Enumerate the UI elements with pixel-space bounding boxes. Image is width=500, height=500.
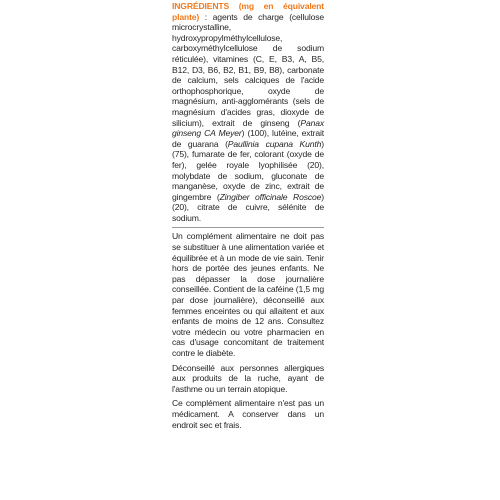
ingredients-text-3: ) (75), fumarate de fer, colorant (oxyde de fer), gelée royale lyophilisée (20), molybdate de sodium, gluconate de manganèse, oxyde de zinc, extrait de gingembre (: [172, 138, 324, 202]
ingredients-heading: INGRÉDIENTS (mg en équivalent plante): [172, 1, 324, 22]
ingredients-paragraph: [172, 1, 324, 223]
warning-paragraph-allergy: Déconseillé aux personnes allergiques aux produits de la ruche, ayant de l'asthme ou un terrain atopique.: [172, 362, 324, 394]
ingredients-text-1: : agents de charge (cellulose microcrystalline, hydroxypropylméthylcellulose, carboxyméthylcellulose de sodium réticulée), vitamines (C, E, B3, A, B5, B12, D3, B6, B2, B1, B9, B8), carbonate de calcium, sels calciques de l'acide orthophosphorique, oxyde de magnésium, anti-agglomérants (sels de magnésium d'acides gras, dioxyde de silicium), extrait de ginseng (: [172, 11, 324, 128]
ginger-species: Zingiber officinale Roscoe: [219, 191, 322, 202]
ginseng-species: Panax ginseng CA Meyer: [172, 117, 324, 139]
ingredients-text-2: ) (100), lutéine, extrait de guarana (: [172, 128, 324, 149]
product-label-text: [172, 0, 324, 500]
warning-paragraph-storage: Ce complément alimentaire n'est pas un médicament. A conserver dans un endroit sec et frais.: [172, 398, 324, 430]
warning-paragraph-usage: Un complément alimentaire ne doit pas se substituer à une alimentation variée et équilibrée et à un mode de vie sain. Tenir hors de portée des jeunes enfants. Ne pas dépasser la dose journalière conseillée. Contient de la caféine (1,5 mg par dose journalière), déconseillé aux femmes enceintes ou qui allaitent et aux enfants de moins de 12 ans. Consultez votre médecin ou votre pharmacien en cas d'usage concomitant de traitement contre le diabète.: [172, 231, 324, 358]
ingredients-text-4: ) (20), citrate de cuivre, sélénite de sodium.: [172, 191, 324, 223]
section-divider: [172, 227, 324, 228]
guarana-species: Paullinia cupana Kunth: [227, 138, 322, 149]
